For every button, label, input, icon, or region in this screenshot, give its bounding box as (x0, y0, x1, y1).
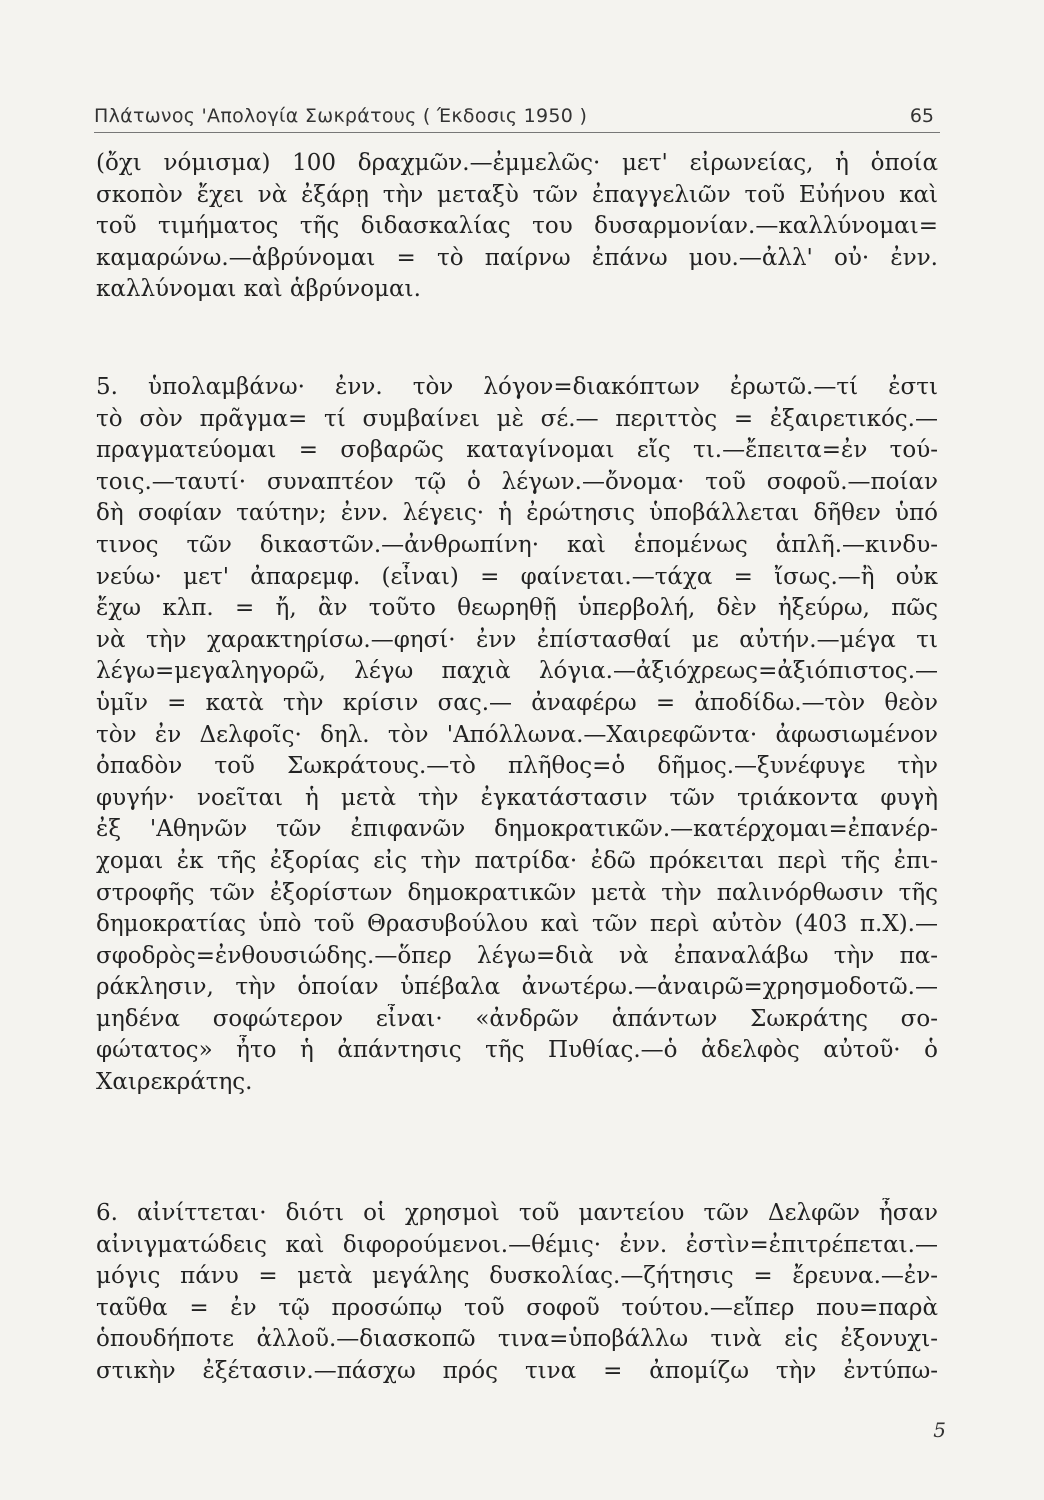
text-line: Χαιρεκράτης. (96, 1069, 253, 1096)
page-header (94, 100, 940, 133)
text-line: ἐξ 'Αθηνῶν τῶν ἐπιφανῶν δημοκρατικῶν.—κατέρχομαι=ἐπανέρ- (96, 816, 938, 843)
text-line: μόγις πάνυ = μετὰ μεγάλης δυσκολίας.—ζήτησις = ἔρευνα.—ἐν- (96, 1263, 938, 1290)
text-line: ράκλησιν, τὴν ὁποίαν ὑπέβαλα ἀνωτέρω.—ἀναιρῶ=χρησμοδοτῶ.— (96, 974, 938, 1001)
text-line: αἰνιγματώδεις καὶ διφορούμενοι.—θέμις· ἐνν. ἐστὶν=ἐπιτρέπεται.— (96, 1231, 938, 1258)
text-line: τινος τῶν δικαστῶν.—ἀνθρωπίνη· καὶ ἑπομένως ἁπλῆ.—κινδυ- (96, 531, 938, 558)
text-line: τοις.—ταυτί· συναπτέον τῷ ὁ λέγων.—ὄνομα· τοῦ σοφοῦ.—ποίαν (96, 468, 938, 495)
text-line: δὴ σοφίαν ταύτην; ἐνν. λέγεις· ἡ ἐρώτησις ὑποβάλλεται δῆθεν ὑπό (96, 500, 938, 527)
text-line: δημοκρατίας ὑπὸ τοῦ Θρασυβούλου καὶ τῶν περὶ αὐτὸν (403 π.Χ).— (96, 911, 938, 938)
text-line: καμαρώνω.—ἁβρύνομαι = τὸ παίρνω ἐπάνω μου.—ἀλλ' οὐ· ἐνν. (96, 244, 938, 271)
text-line: λέγω=μεγαληγορῶ, λέγω παχιὰ λόγια.—ἀξιόχρεως=ἀξιόπιστος.— (96, 658, 938, 685)
text-line: νὰ τὴν χαρακτηρίσω.—φησί· ἐνν ἐπίστασθαί με αὐτήν.—μέγα τι (96, 626, 938, 653)
signature-mark: 5 (933, 1418, 946, 1442)
text-line: νεύω· μετ' ἀπαρεμφ. (εἶναι) = φαίνεται.—τάχα = ἴσως.—ἢ οὐκ (96, 563, 938, 590)
text-line: τὸν ἐν Δελφοῖς· δηλ. τὸν 'Απόλλωνα.—Χαιρεφῶντα· ἀφωσιωμένον (96, 721, 938, 748)
text-line: μηδένα σοφώτερον εἶναι· «ἀνδρῶν ἁπάντων Σωκράτης σο- (96, 1005, 938, 1032)
text-line: 6. αἰνίττεται· διότι οἱ χρησμοὶ τοῦ μαντείου τῶν Δελφῶν ἦσαν (96, 1200, 938, 1226)
text-line: ταῦθα = ἐν τῷ προσώπῳ τοῦ σοφοῦ τούτου.—εἴπερ που=παρὰ (96, 1294, 938, 1321)
text-line: ὑμῖν = κατὰ τὴν κρίσιν σας.— ἀναφέρω = ἀποδίδω.—τὸν θεὸν (96, 689, 938, 716)
text-line: τὸ σὸν πρᾶγμα= τί συμβαίνει μὲ σέ.— περιττὸς = ἐξαιρετικός.— (96, 405, 938, 432)
page-number: 65 (909, 105, 934, 127)
text-line: (ὄχι νόμισμα) 100 δραχμῶν.—ἐμμελῶς· μετ' εἰρωνείας, ἡ ὁποία (96, 150, 938, 176)
text-line: 5. ὑπολαμβάνω· ἐνν. τὸν λόγον=διακόπτων ἐρωτῶ.—τί ἐστι (96, 374, 938, 400)
paragraph-1 (96, 148, 938, 306)
text-line: φώτατος» ἦτο ἡ ἀπάντησις τῆς Πυθίας.—ὁ ἀδελφὸς αὐτοῦ· ὁ (96, 1037, 938, 1064)
text-line: ἔχω κλπ. = ἤ, ἂν τοῦτο θεωρηθῇ ὑπερβολή, δὲν ἠξεύρω, πῶς (96, 595, 938, 622)
text-line: πραγματεύομαι = σοβαρῶς καταγίνομαι εἴς τι.—ἔπειτα=ἐν τού- (96, 437, 938, 464)
text-line: χομαι ἐκ τῆς ἐξορίας εἰς τὴν πατρίδα· ἐδῶ πρόκειται περὶ τῆς ἐπι- (96, 847, 938, 874)
text-line: ὀπαδὸν τοῦ Σωκράτους.—τὸ πλῆθος=ὁ δῆμος.—ξυνέφυγε τὴν (96, 753, 938, 780)
text-line: σκοπὸν ἔχει νὰ ἐξάρῃ τὴν μεταξὺ τῶν ἐπαγγελιῶν τοῦ Εὐήνου καὶ (96, 181, 938, 208)
text-line: τοῦ τιμήματος τῆς διδασκαλίας του δυσαρμονίαν.—καλλύνομαι= (96, 213, 938, 240)
running-title: Πλάτωνος 'Απολογία Σωκράτους ( Έκδοσις 1950 ) (94, 105, 588, 127)
text-line: καλλύνομαι καὶ ἁβρύνομαι. (96, 276, 421, 303)
text-line: στροφῆς τῶν ἐξορίστων δημοκρατικῶν μετὰ τὴν παλινόρθωσιν τῆς (96, 879, 938, 906)
text-line: σφοδρὸς=ἐνθουσιώδης.—ὅπερ λέγω=διὰ νὰ ἐπαναλάβω τὴν πα- (96, 942, 938, 969)
text-line: φυγήν· νοεῖται ἡ μετὰ τὴν ἐγκατάστασιν τῶν τριάκοντα φυγὴ (96, 784, 938, 811)
text-line: ὁπουδήποτε ἀλλοῦ.—διασκοπῶ τινα=ὑποβάλλω τινὰ εἰς ἐξονυχι- (96, 1326, 938, 1353)
paragraph-6 (96, 1198, 938, 1388)
paragraph-5 (96, 372, 938, 1099)
text-line: στικὴν ἐξέτασιν.—πάσχω πρός τινα = ἀπομίζω τὴν ἐντύπω- (96, 1357, 938, 1384)
